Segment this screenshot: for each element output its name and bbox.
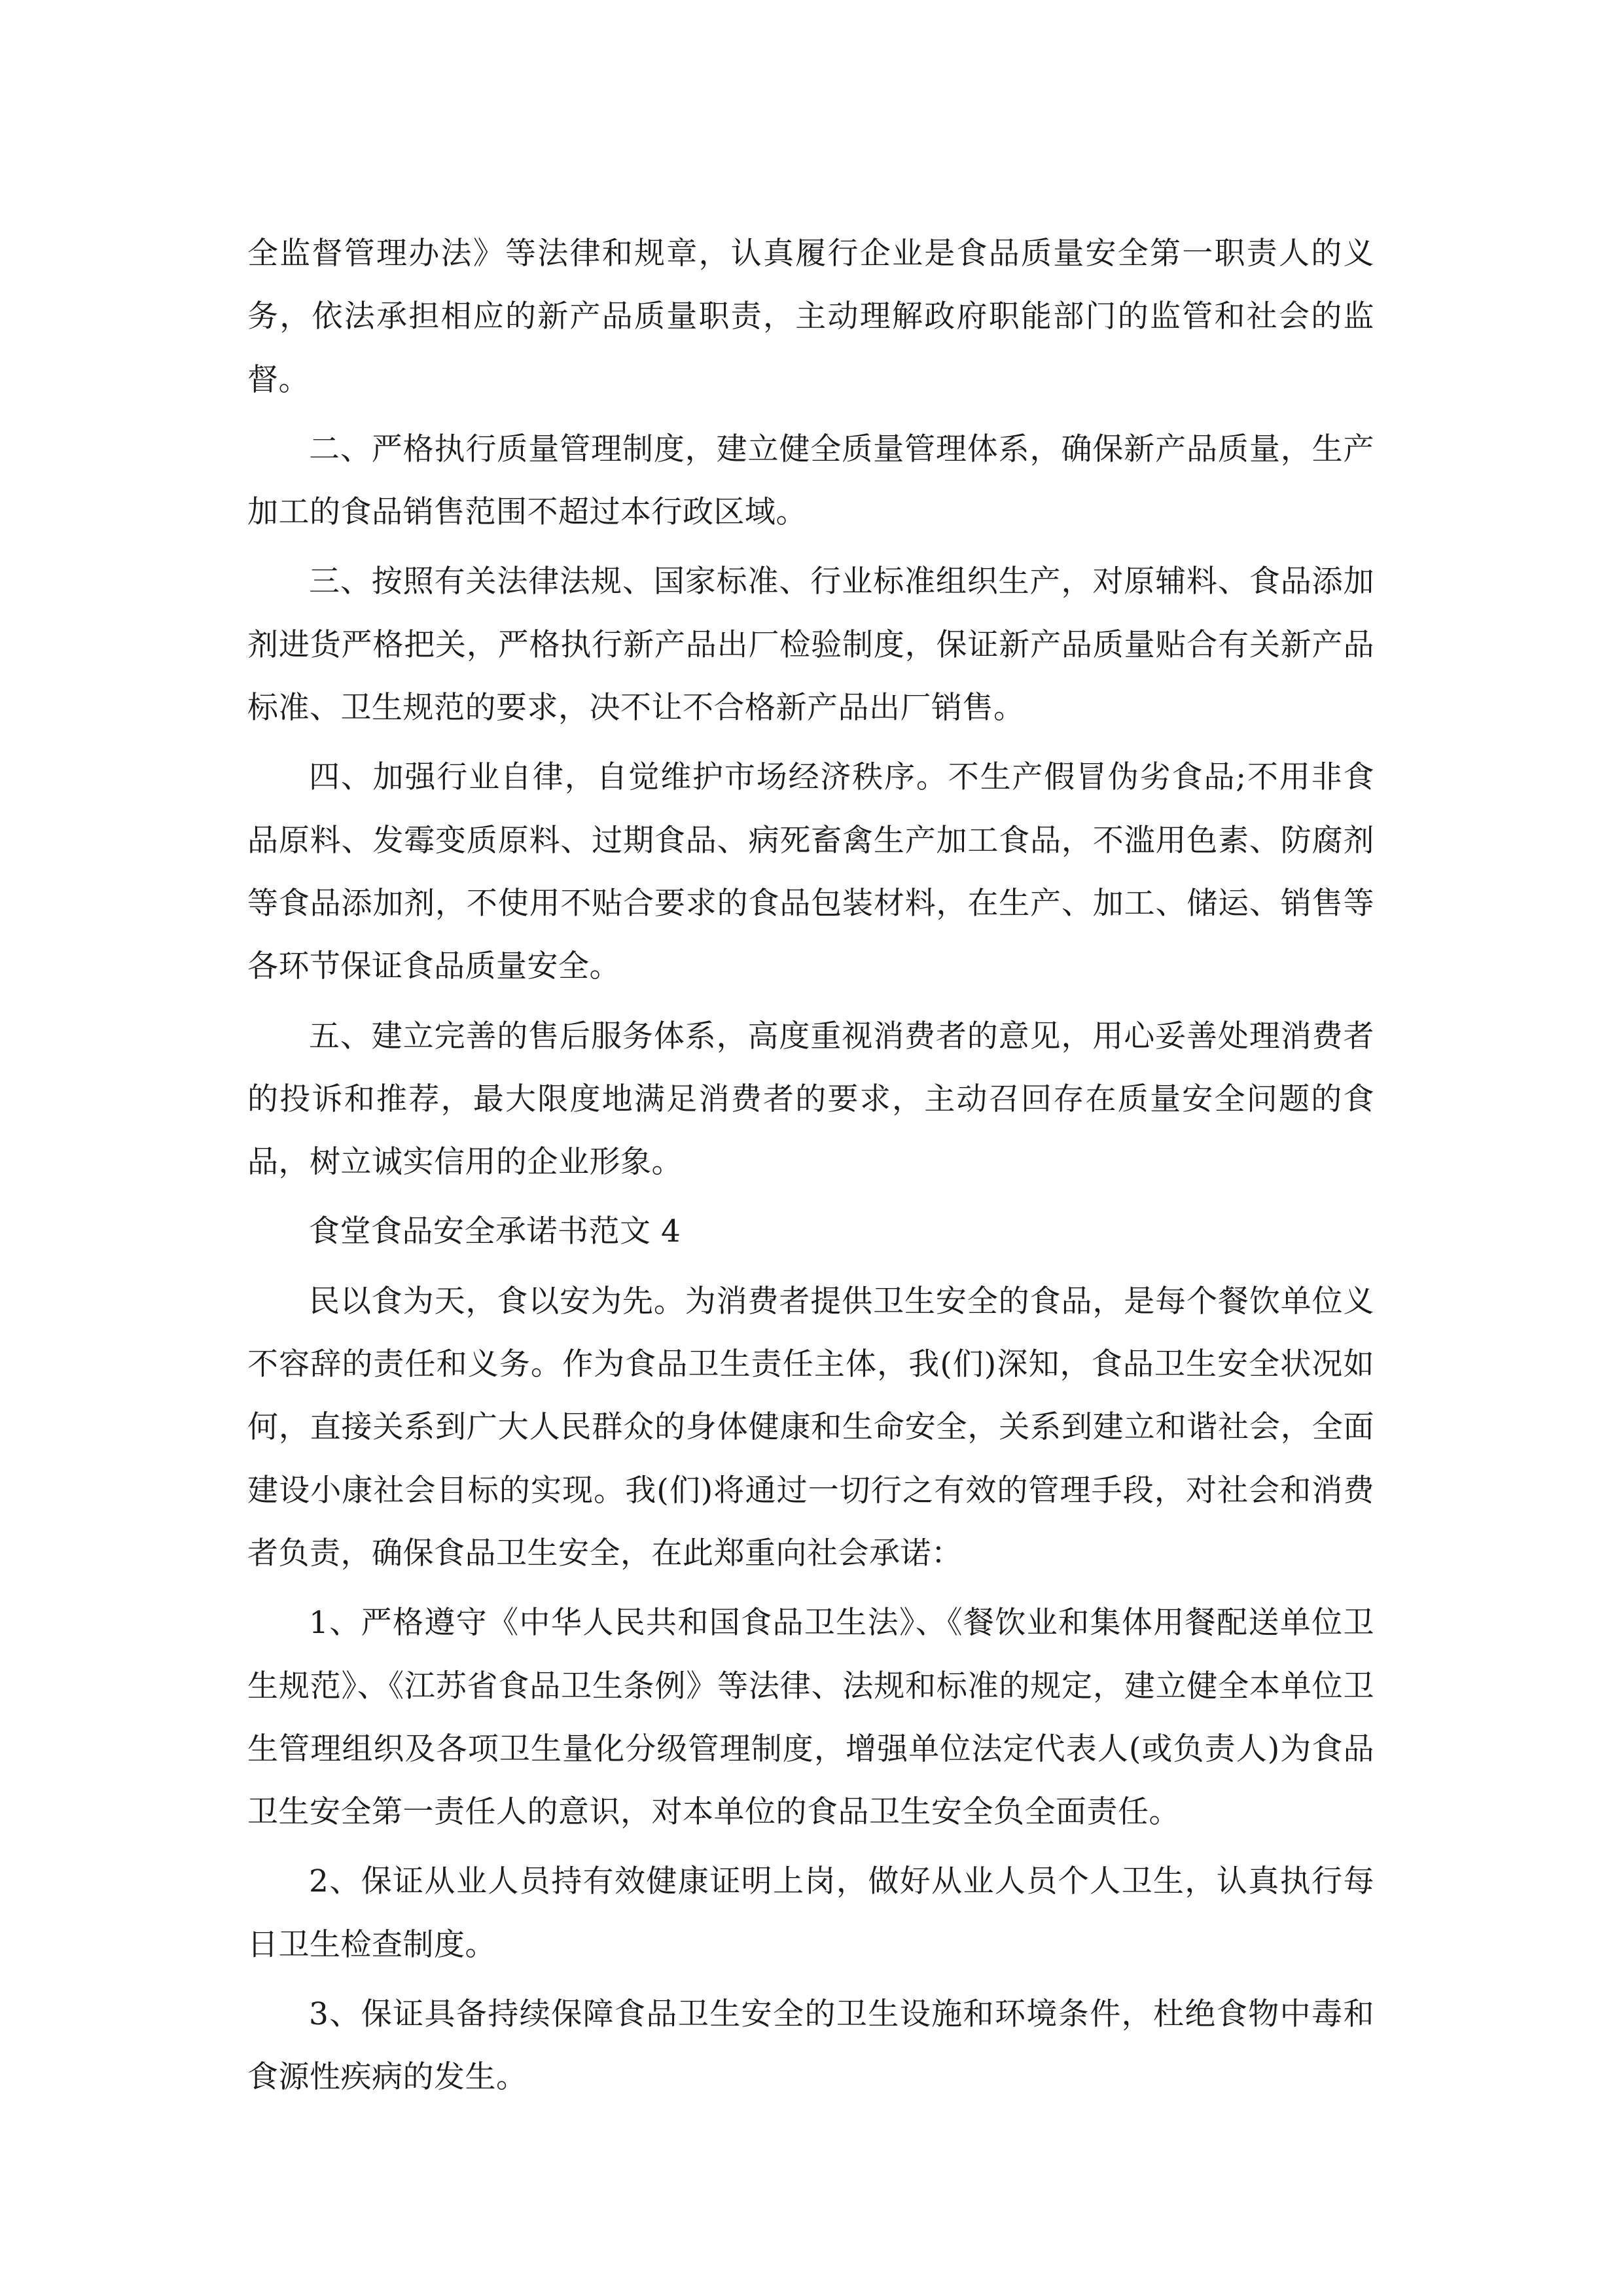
document-body bbox=[247, 223, 1374, 2116]
paragraph-3: 三、按照有关法律法规、国家标准、行业标准组织生产，对原辅料、食品添加剂进货严格把关，严格执行新产品出厂检验制度，保证新产品质量贴合有关新产品标准、卫生规范的要求，决不让不合格新产品出厂销售。 bbox=[247, 564, 1374, 726]
paragraph-7: 民以食为天，食以安为先。为消费者提供卫生安全的食品，是每个餐饮单位义不容辞的责任和义务。作为食品卫生责任主体，我(们)深知，食品卫生安全状况如何，直接关系到广大人民群众的身体健康和生命安全，关系到建立和谐社会，全面建设小康社会目标的实现。我(们)将通过一切行之有效的管理手段，对社会和消费者负责，确保食品卫生安全，在此郑重向社会承诺： bbox=[247, 1283, 1374, 1571]
paragraph-10: 3、保证具备持续保障食品卫生安全的卫生设施和环境条件，杜绝食物中毒和食源性疾病的发生。 bbox=[247, 1996, 1374, 2096]
paragraph-8: 1、严格遵守《中华人民共和国食品卫生法》、《餐饮业和集体用餐配送单位卫生规范》、《江苏省食品卫生条例》等法律、法规和标准的规定，建立健全本单位卫生管理组织及各项卫生量化分级管理制度，增强单位法定代表人(或负责人)为食品卫生安全第一责任人的意识，对本单位的食品卫生安全负全面责任。 bbox=[247, 1605, 1374, 1831]
paragraph-2: 二、严格执行质量管理制度，建立健全质量管理体系，确保新产品质量，生产加工的食品销售范围不超过本行政区域。 bbox=[247, 431, 1374, 531]
section-heading: 食堂食品安全承诺书范文 4 bbox=[309, 1213, 681, 1250]
paragraph-1: 全监督管理办法》等法律和规章，认真履行企业是食品质量安全第一职责人的义务，依法承担相应的新产品质量职责，主动理解政府职能部门的监管和社会的监督。 bbox=[247, 236, 1374, 398]
paragraph-5: 五、建立完善的售后服务体系，高度重视消费者的意见，用心妥善处理消费者的投诉和推荐，最大限度地满足消费者的要求，主动召回存在质量安全问题的食品，树立诚实信用的企业形象。 bbox=[247, 1018, 1374, 1181]
paragraph-9: 2、保证从业人员持有效健康证明上岗，做好从业人员个人卫生，认真执行每日卫生检查制度。 bbox=[247, 1863, 1374, 1963]
paragraph-4: 四、加强行业自律，自觉维护市场经济秩序。不生产假冒伪劣食品;不用非食品原料、发霉变质原料、过期食品、病死畜禽生产加工食品，不滥用色素、防腐剂等食品添加剂，不使用不贴合要求的食品包装材料，在生产、加工、储运、销售等各环节保证食品质量安全。 bbox=[247, 759, 1374, 985]
